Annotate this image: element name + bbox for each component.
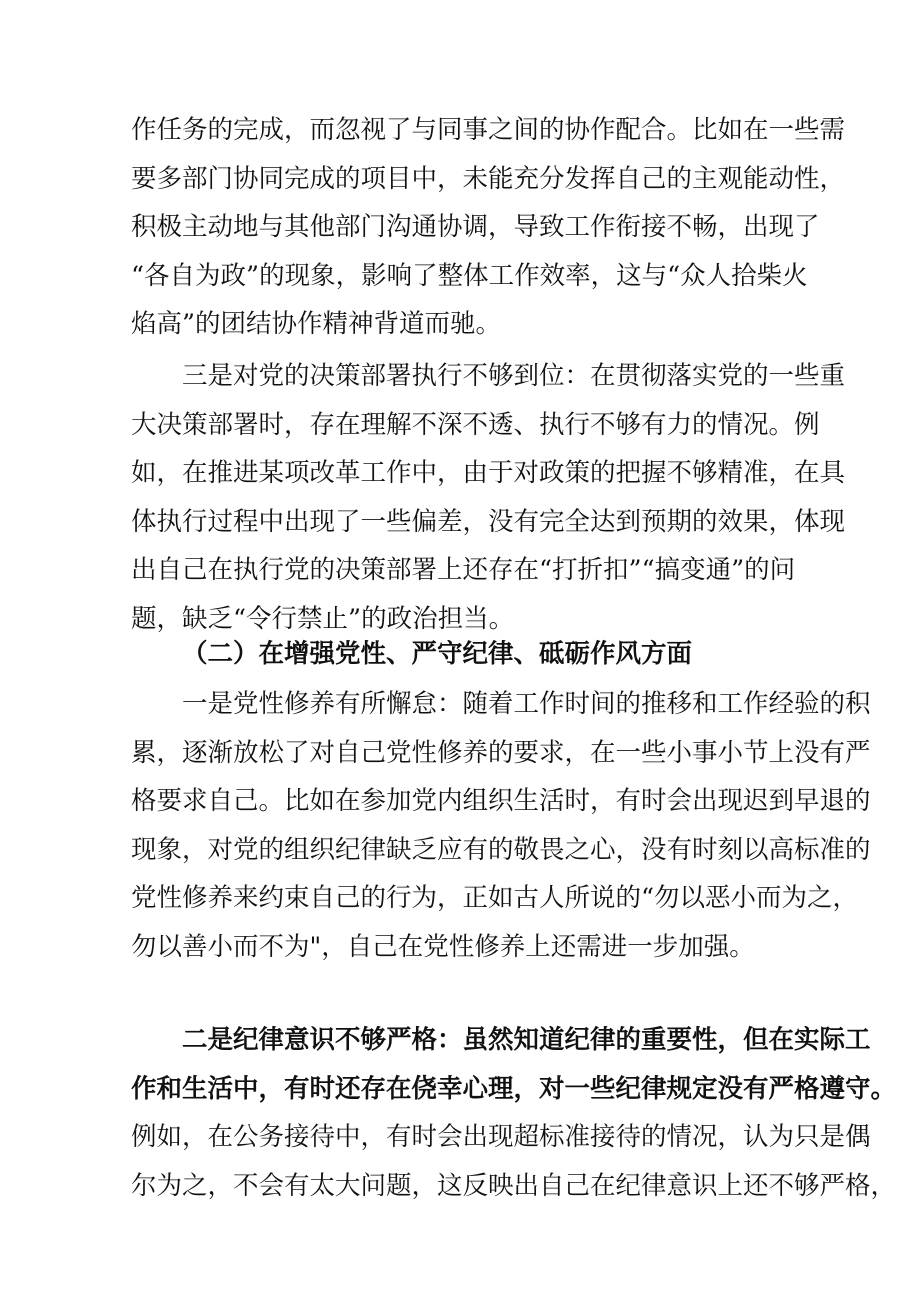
text-line: 累，逐渐放松了对自己党性修养的要求，在一些小事小节上没有严 xyxy=(131,737,871,768)
paragraph-collaboration xyxy=(131,106,846,349)
body-sentences xyxy=(131,1113,897,1210)
text-line: 二是纪律意识不够严格：虽然知道纪律的重要性，但在实际工 xyxy=(182,1025,871,1055)
bold-lead-sentence xyxy=(131,1016,897,1113)
text-line: 体执行过程中出现了一些偏差，没有完全达到预期的效果，体现 xyxy=(131,506,846,537)
text-line: 作任务的完成，而忽视了与同事之间的协作配合。比如在一些需 xyxy=(131,115,846,145)
paragraph-party-cultivation xyxy=(131,680,871,971)
text-line: 题，缺乏“令行禁止”的政治担当。 xyxy=(131,603,515,634)
text-line: 出自己在执行党的决策部署上还存在“打折扣”“搞变通”的问 xyxy=(131,555,796,585)
text-line: 尔为之，不会有太大问题，这反映出自己在纪律意识上还不够严格， xyxy=(131,1170,897,1201)
text-line: 现象，对党的组织纪律缺乏应有的敬畏之心，没有时刻以高标准的 xyxy=(131,834,871,865)
text-line: 大决策部署时，存在理解不深不透、执行不够有力的情况。例 xyxy=(131,409,820,440)
text-line: 一是党性修养有所懈怠：随着工作时间的推移和工作经验的积 xyxy=(182,689,871,719)
text-line: “各自为政”的现象，影响了整体工作效率，这与“众人拾柴火 xyxy=(131,260,808,291)
text-line: 格要求自己。比如在参加党内组织生活时，有时会出现迟到早退的 xyxy=(131,786,871,816)
text-line: 作和生活中，有时还存在侥幸心理，对一些纪律规定没有严格遵守。 xyxy=(131,1073,897,1104)
text-line: 三是对党的决策部署执行不够到位：在贯彻落实党的一些重 xyxy=(182,361,846,391)
paragraph-policy-execution xyxy=(131,352,846,643)
text-line: 党性修养来约束自己的行为，正如古人所说的“勿以恶小而为之， xyxy=(131,883,859,913)
text-line: 勿以善小而不为"，自己在党性修养上还需进一步加强。 xyxy=(131,931,755,962)
text-line: 如，在推进某项改革工作中，由于对政策的把握不够精准，在具 xyxy=(131,458,846,488)
paragraph-discipline-awareness xyxy=(131,1016,897,1210)
text-line: 积极主动地与其他部门沟通协调，导致工作衔接不畅，出现了 xyxy=(131,212,820,242)
text-line: 焰高”的团结协作精神背道而驰。 xyxy=(131,309,502,339)
section-heading: （二）在增强党性、严守纪律、砥砺作风方面 xyxy=(182,639,693,669)
text-line: 例如，在公务接待中，有时会出现超标准接待的情况，认为只是偶 xyxy=(131,1122,871,1152)
text-line: 要多部门协同完成的项目中，未能充分发挥自己的主观能动性， xyxy=(131,163,846,194)
